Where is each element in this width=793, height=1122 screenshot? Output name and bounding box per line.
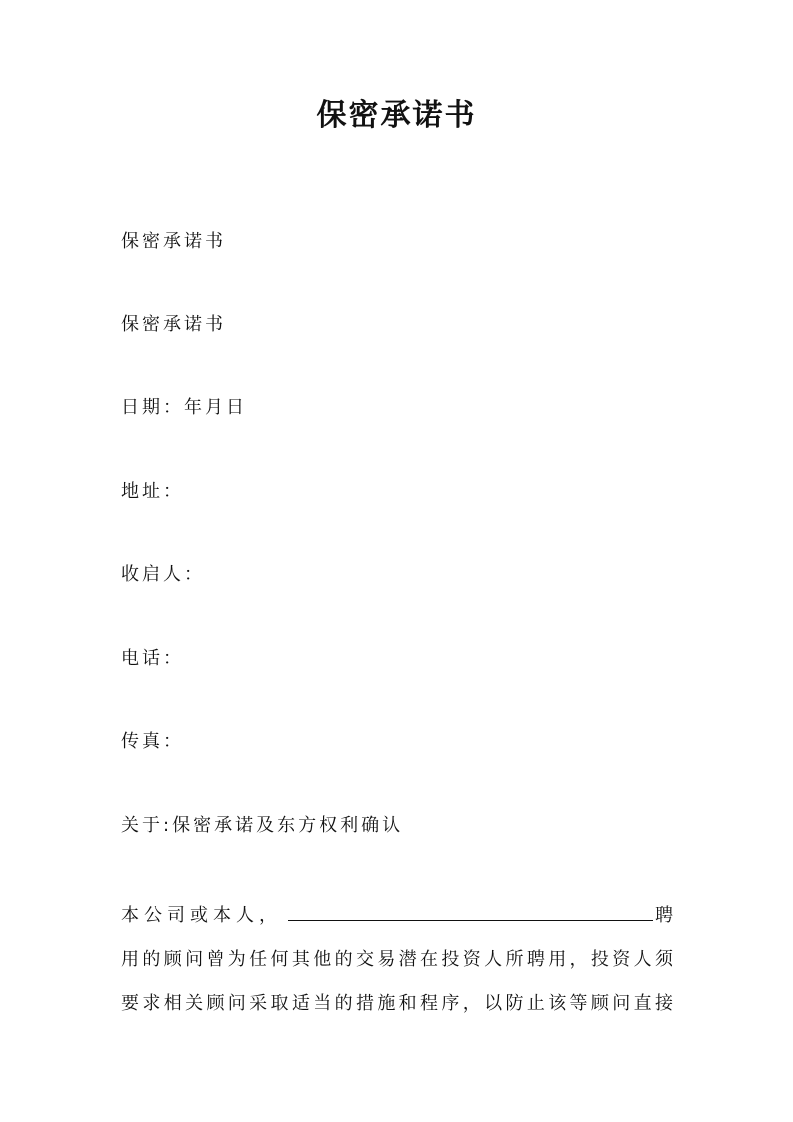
phone-line: 电话： bbox=[121, 648, 184, 669]
paragraph-char: 止 bbox=[526, 993, 545, 1014]
paragraph-char: 接 bbox=[654, 993, 673, 1014]
paragraph-char: 和 bbox=[398, 993, 417, 1014]
heading-line-1: 保密承诺书 bbox=[121, 231, 226, 252]
paragraph-char: 投 bbox=[441, 949, 460, 970]
paragraph-char: 取 bbox=[270, 993, 289, 1014]
paragraph-char: 顾 bbox=[206, 993, 225, 1014]
paragraph-char: 为 bbox=[227, 949, 246, 970]
paragraph-char: 人 bbox=[633, 949, 652, 970]
paragraph-row-2 bbox=[121, 938, 673, 982]
body-paragraph bbox=[121, 894, 673, 1026]
heading-line-2: 保密承诺书 bbox=[121, 314, 226, 335]
paragraph-char: 以 bbox=[484, 993, 503, 1014]
paragraph-char: ， bbox=[462, 993, 481, 1014]
paragraph-first-row bbox=[121, 894, 673, 938]
paragraph-char: 所 bbox=[505, 949, 524, 970]
fill-in-blank bbox=[288, 906, 653, 921]
paragraph-char: 等 bbox=[569, 993, 588, 1014]
paragraph-char: 的 bbox=[142, 949, 161, 970]
paragraph-char: 当 bbox=[313, 993, 332, 1014]
paragraph-char: 投 bbox=[590, 949, 609, 970]
paragraph-char: 施 bbox=[377, 993, 396, 1014]
paragraph-char: ， bbox=[569, 949, 588, 970]
paragraph-char: 的 bbox=[334, 949, 353, 970]
paragraph-row-3 bbox=[121, 982, 673, 1026]
subject-line: 关于:保密承诺及东方权利确认 bbox=[121, 815, 404, 836]
paragraph-char: 资 bbox=[462, 949, 481, 970]
paragraph-char: 采 bbox=[249, 993, 268, 1014]
paragraph-char: 潜 bbox=[398, 949, 417, 970]
paragraph-char: 资 bbox=[612, 949, 631, 970]
paragraph-char: 适 bbox=[291, 993, 310, 1014]
paragraph-char: 防 bbox=[505, 993, 524, 1014]
paragraph-char: 聘 bbox=[526, 949, 545, 970]
paragraph-char: 程 bbox=[420, 993, 439, 1014]
paragraph-char: 顾 bbox=[163, 949, 182, 970]
paragraph-char: 其 bbox=[291, 949, 310, 970]
paragraph-char: 相 bbox=[163, 993, 182, 1014]
recipient-line: 收启人： bbox=[121, 564, 205, 585]
paragraph-char: 须 bbox=[654, 949, 673, 970]
paragraph-char: 在 bbox=[420, 949, 439, 970]
paragraph-char: 交 bbox=[355, 949, 374, 970]
paragraph-char: 任 bbox=[249, 949, 268, 970]
paragraph-char: 求 bbox=[142, 993, 161, 1014]
fax-line: 传真： bbox=[121, 731, 184, 752]
paragraph-char: 曾 bbox=[206, 949, 225, 970]
paragraph-char: 的 bbox=[334, 993, 353, 1014]
paragraph-char: 他 bbox=[313, 949, 332, 970]
paragraph-char: 问 bbox=[612, 993, 631, 1014]
paragraph-char: 人 bbox=[484, 949, 503, 970]
paragraph-char: 何 bbox=[270, 949, 289, 970]
paragraph-char: 问 bbox=[185, 949, 204, 970]
paragraph-char: 用 bbox=[121, 949, 139, 970]
paragraph-char: 关 bbox=[185, 993, 204, 1014]
paragraph-char: 要 bbox=[121, 993, 139, 1014]
address-line: 地址： bbox=[121, 481, 184, 502]
paragraph-lead: 本公司或本人， bbox=[121, 905, 282, 926]
paragraph-char: 问 bbox=[227, 993, 246, 1014]
paragraph-char: 顾 bbox=[590, 993, 609, 1014]
paragraph-char: 措 bbox=[355, 993, 374, 1014]
date-line: 日期：年月日 bbox=[121, 397, 247, 418]
paragraph-char: 易 bbox=[377, 949, 396, 970]
paragraph-char: 序 bbox=[441, 993, 460, 1014]
paragraph-after-blank: 聘 bbox=[655, 905, 673, 926]
document-title: 保密承诺书 bbox=[316, 98, 477, 133]
paragraph-char: 用 bbox=[548, 949, 567, 970]
paragraph-char: 直 bbox=[633, 993, 652, 1014]
paragraph-char: 该 bbox=[548, 993, 567, 1014]
